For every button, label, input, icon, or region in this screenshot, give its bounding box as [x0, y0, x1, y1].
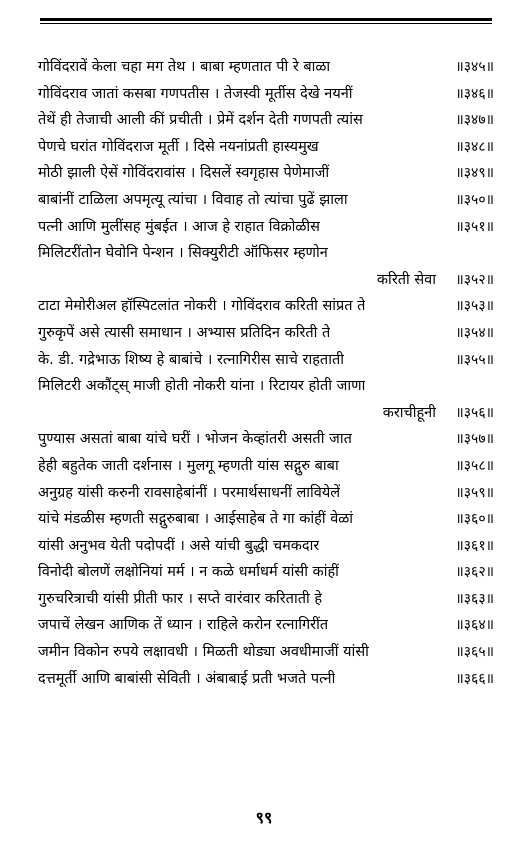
- verse-line: [38, 639, 494, 666]
- verse-number: ॥३४६॥: [455, 85, 494, 102]
- verse-text: मिलिटरी अकौंट्स् माजी होती नोकरी यांना । रिटायर होती जाणा: [38, 378, 366, 395]
- verse-line: [38, 612, 494, 639]
- header-rule-thin: [40, 23, 492, 24]
- verse-number: ॥३५३॥: [455, 298, 494, 315]
- verse-text: मोठी झाली ऐसें गोविंदरावांस । दिसलें स्वगृहास पेणेमाजीं: [38, 165, 330, 182]
- verse-text: टाटा मेमोरीअल हॉस्पिटलांत नोकरी । गोविंदराव करिती सांप्रत ते: [38, 298, 366, 315]
- verse-line: [38, 347, 494, 374]
- verse-list: [38, 54, 494, 692]
- verse-line: [38, 533, 494, 560]
- verse-line-continuation: [38, 267, 494, 294]
- page-number: ९९: [255, 808, 273, 827]
- verse-text: कराचीहूनी: [382, 404, 436, 421]
- verse-text: जपाचें लेखन आणिक तें ध्यान । राहिले करोन रत्नागिरींत: [38, 617, 329, 634]
- verse-line: [38, 134, 494, 161]
- verse-line: [38, 107, 494, 134]
- verse-line: [38, 586, 494, 613]
- verse-number: ॥३४८॥: [455, 138, 494, 155]
- verse-line: [38, 187, 494, 214]
- verse-line: [38, 240, 494, 267]
- verse-line: [38, 666, 494, 693]
- verse-text: तेथें ही तेजाची आली कीं प्रचीती । प्रेमें दर्शन देती गणपती त्यांस: [38, 112, 363, 129]
- verse-number: ॥३५५॥: [455, 351, 494, 368]
- verse-number: ॥३५६॥: [455, 404, 494, 421]
- verse-text: जमीन विकोन रुपये लक्षावधी । मिळती थोड्या अवधीमाजीं यांसी: [38, 644, 369, 661]
- verse-text: गोविंदराव जातां कसबा गणपतीस । तेजस्वी मूर्तीस देखे नयनीं: [38, 85, 353, 102]
- verse-number: ॥३६६॥: [455, 670, 494, 687]
- verse-text: मिलिटरींतोन घेवोनि पेन्शन । सिक्युरीटी ऑफिसर म्हणोन: [38, 245, 328, 262]
- verse-number: ॥३६५॥: [455, 644, 494, 661]
- verse-number: ॥३६४॥: [455, 617, 494, 634]
- verse-text: पत्नी आणि मुलींसह मुंबईत । आज हे राहात विक्रोळीस: [38, 218, 320, 235]
- verse-number: ॥३६१॥: [455, 537, 494, 554]
- header-rule-thick: [40, 18, 492, 21]
- verse-number: ॥३४७॥: [455, 112, 494, 129]
- verse-line: [38, 506, 494, 533]
- verse-line: [38, 160, 494, 187]
- verse-number: ॥३५०॥: [455, 191, 494, 208]
- verse-number: ॥३४९॥: [455, 165, 494, 182]
- verse-line: [38, 426, 494, 453]
- verse-text: पेणचे घरांत गोविंदराज मूर्ती । दिसे नयनांप्रती हास्यमुख: [38, 138, 319, 155]
- verse-text: गुरुचरित्राची यांसी प्रीती फार । सप्ते वारंवार करिताती हे: [38, 590, 323, 607]
- verse-number: ॥३६३॥: [455, 590, 494, 607]
- verse-number: ॥३४५॥: [455, 59, 494, 75]
- verse-text: करिती सेवा: [376, 271, 436, 288]
- verse-text: पुण्यास असतां बाबा यांचे घरीं । भोजन केव्हांतरी असती जात: [38, 431, 352, 448]
- verse-number: ॥३५७॥: [455, 431, 494, 448]
- verse-text: गोविंदरावें केला चहा मग तेथ । बाबा म्हणतात पी रे बाळा: [38, 59, 331, 75]
- verse-line: [38, 54, 494, 81]
- verse-line: [38, 373, 494, 400]
- verse-text: बाबांनीं टाळिला अपमृत्यू त्यांचा । विवाह तो त्यांचा पुढें झाला: [38, 191, 348, 208]
- verse-number: ॥३५८॥: [455, 457, 494, 474]
- verse-line: [38, 320, 494, 347]
- verse-text: दत्तमूर्ती आणि बाबांसी सेविती । अंबाबाई प्रती भजते पत्नी: [38, 670, 336, 687]
- verse-text: हेही बहुतेक जाती दर्शनास । मुलगू म्हणती यांस सद्गुरु बाबा: [38, 457, 339, 474]
- verse-text: विनोदी बोलणें लक्षोनियां मर्म । न कळे धर्माधर्म यांसी कांहीं: [38, 564, 339, 581]
- verse-text: के. डी. गद्रेभाऊ शिष्य हे बाबांचे । रत्नागिरीस साचे राहताती: [38, 351, 344, 368]
- verse-number: ॥३५२॥: [455, 271, 494, 288]
- verse-number: ॥३६०॥: [455, 511, 494, 528]
- verse-line: [38, 559, 494, 586]
- verse-number: ॥३५९॥: [455, 484, 494, 501]
- verse-line: [38, 293, 494, 320]
- verse-line: [38, 81, 494, 108]
- verse-line: [38, 453, 494, 480]
- verse-text: गुरुकृपें असे त्यासी समाधान । अभ्यास प्रतिदिन करिती ते: [38, 324, 331, 341]
- verse-line: [38, 480, 494, 507]
- verse-line: [38, 214, 494, 241]
- verse-line-continuation: [38, 400, 494, 427]
- verse-number: ॥३५४॥: [455, 324, 494, 341]
- verse-text: अनुग्रह यांसी करुनी रावसाहेबांनीं । परमार्थसाधनीं लावियेलें: [38, 484, 341, 501]
- verse-number: ॥३५१॥: [455, 218, 494, 235]
- verse-text: यांसी अनुभव येती पदोपदीं । असे यांची बुद्धी चमकदार: [38, 537, 320, 554]
- verse-text: यांचे मंडळीस म्हणती सद्गुरुबाबा । आईसाहेब ते गा कांहीं वेळां: [38, 511, 354, 528]
- verse-number: ॥३६२॥: [455, 564, 494, 581]
